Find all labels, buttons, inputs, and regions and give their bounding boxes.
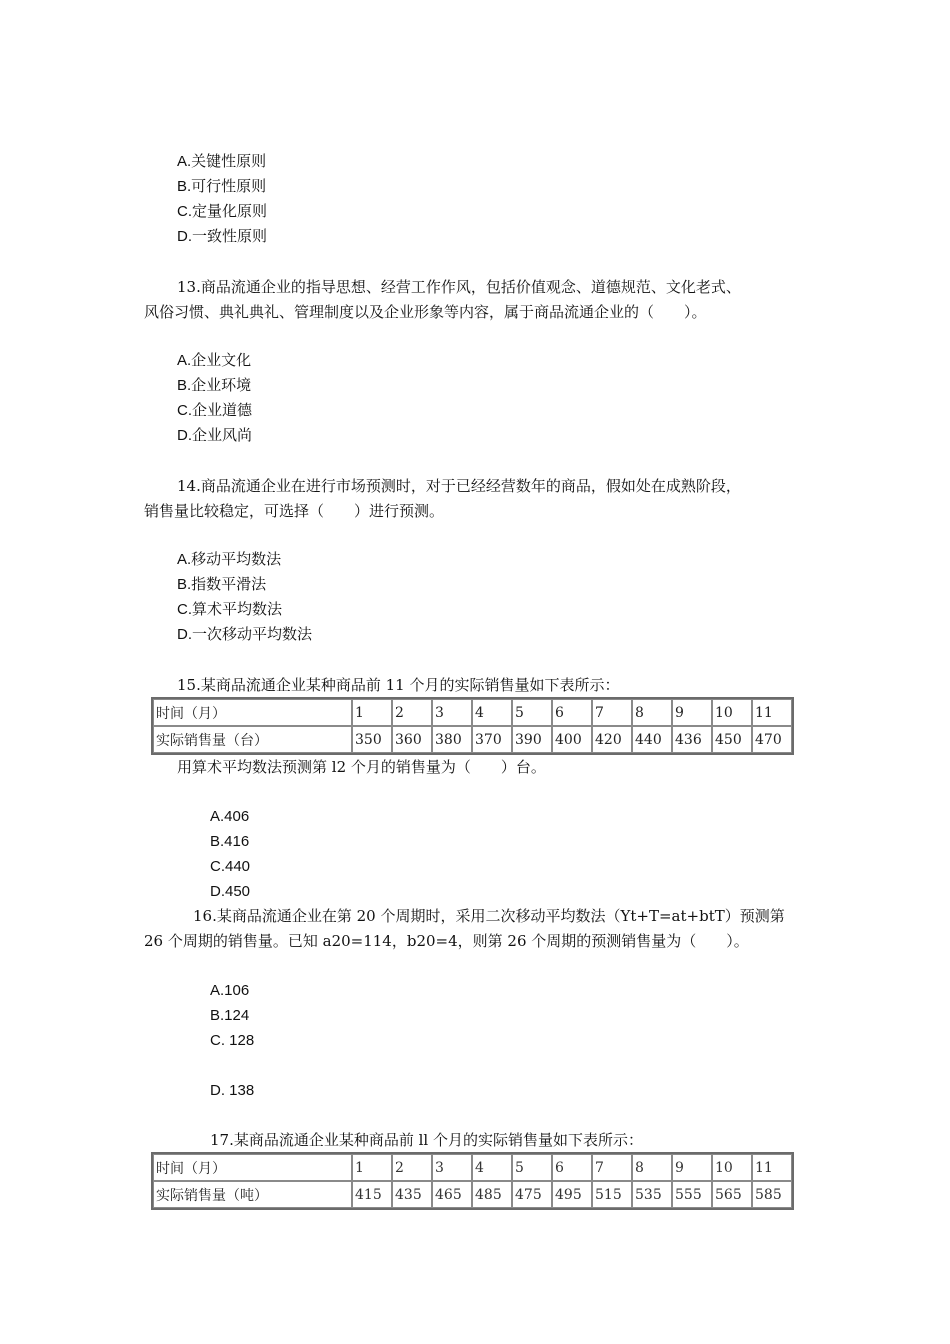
sales-table-15 bbox=[151, 697, 794, 755]
question-15-text: 用算术平均数法预测第 l2 个月的销售量为（ ）台。 bbox=[177, 758, 546, 776]
option-b: B.416 bbox=[210, 833, 250, 850]
option-c: C.定量化原则 bbox=[177, 203, 268, 220]
table-cell: 555 bbox=[672, 1181, 712, 1208]
option-c: C.算术平均数法 bbox=[177, 601, 283, 618]
option-a: A.106 bbox=[210, 982, 250, 999]
table-header-cell: 时间（月） bbox=[153, 699, 352, 726]
option-d: D.一致性原则 bbox=[177, 228, 268, 245]
option-b: B.企业环境 bbox=[177, 377, 252, 394]
option-a: A.406 bbox=[210, 808, 250, 825]
question-14-line-2: 销售量比较稳定，可选择（ ）进行预测。 bbox=[144, 502, 445, 520]
table-cell: 4 bbox=[472, 1154, 512, 1181]
table-cell: 9 bbox=[672, 699, 712, 726]
question-16-line-1: 16.某商品流通企业在第 20 个周期时，采用二次移动平均数法（Yt+T=at+btT）预测第 bbox=[193, 907, 785, 925]
table-header-cell: 实际销售量（吨） bbox=[153, 1181, 352, 1208]
option-d: D.一次移动平均数法 bbox=[177, 626, 313, 643]
table-cell: 450 bbox=[712, 726, 752, 753]
question-16-line-2: 26 个周期的销售量。已知 a20=114，b20=4，则第 26 个周期的预测销售量为（ ）。 bbox=[144, 932, 749, 950]
table-cell: 485 bbox=[472, 1181, 512, 1208]
table-cell: 400 bbox=[552, 726, 592, 753]
question-15-intro: 15.某商品流通企业某种商品前 11 个月的实际销售量如下表所示： bbox=[177, 676, 620, 694]
option-d: D.450 bbox=[210, 883, 251, 900]
table-cell: 440 bbox=[632, 726, 672, 753]
table-cell: 465 bbox=[432, 1181, 472, 1208]
table-cell: 8 bbox=[632, 1154, 672, 1181]
table-cell: 495 bbox=[552, 1181, 592, 1208]
table-header-cell: 时间（月） bbox=[153, 1154, 352, 1181]
option-b: B.124 bbox=[210, 1007, 250, 1024]
option-c: C.企业道德 bbox=[177, 402, 253, 419]
table-cell: 435 bbox=[392, 1181, 432, 1208]
table-row bbox=[153, 699, 792, 726]
table-cell: 535 bbox=[632, 1181, 672, 1208]
option-d: D.企业风尚 bbox=[177, 427, 253, 444]
sales-table-17 bbox=[151, 1152, 794, 1210]
option-a: A.企业文化 bbox=[177, 352, 252, 369]
option-b: B.指数平滑法 bbox=[177, 576, 267, 593]
table-header-cell: 实际销售量（台） bbox=[153, 726, 352, 753]
table-cell: 415 bbox=[352, 1181, 392, 1208]
table-cell: 5 bbox=[512, 699, 552, 726]
table-cell: 350 bbox=[352, 726, 392, 753]
table-cell: 10 bbox=[712, 1154, 752, 1181]
table-cell: 585 bbox=[752, 1181, 792, 1208]
table-cell: 2 bbox=[392, 1154, 432, 1181]
option-b: B.可行性原则 bbox=[177, 178, 267, 195]
table-cell: 360 bbox=[392, 726, 432, 753]
table-cell: 2 bbox=[392, 699, 432, 726]
table-cell: 370 bbox=[472, 726, 512, 753]
table-cell: 470 bbox=[752, 726, 792, 753]
table-cell: 8 bbox=[632, 699, 672, 726]
table-row bbox=[153, 726, 792, 753]
option-d: D. 138 bbox=[210, 1082, 255, 1099]
table-row bbox=[153, 1181, 792, 1208]
table-cell: 4 bbox=[472, 699, 512, 726]
question-13-line-1: 13.商品流通企业的指导思想、经营工作作风，包括价值观念、道德规范、文化老式、 bbox=[177, 278, 741, 296]
table-row bbox=[153, 1154, 792, 1181]
table-cell: 436 bbox=[672, 726, 712, 753]
table-cell: 7 bbox=[592, 699, 632, 726]
table-cell: 1 bbox=[352, 1154, 392, 1181]
table-cell: 6 bbox=[552, 1154, 592, 1181]
option-c: C. 128 bbox=[210, 1032, 255, 1049]
option-a: A.移动平均数法 bbox=[177, 551, 282, 568]
table-cell: 1 bbox=[352, 699, 392, 726]
table-cell: 565 bbox=[712, 1181, 752, 1208]
table-cell: 420 bbox=[592, 726, 632, 753]
table-cell: 11 bbox=[752, 1154, 792, 1181]
question-14-line-1: 14.商品流通企业在进行市场预测时，对于已经经营数年的商品，假如处在成熟阶段， bbox=[177, 477, 741, 495]
option-c: C.440 bbox=[210, 858, 251, 875]
table-cell: 9 bbox=[672, 1154, 712, 1181]
table-cell: 3 bbox=[432, 1154, 472, 1181]
table-cell: 10 bbox=[712, 699, 752, 726]
option-a: A.关键性原则 bbox=[177, 153, 267, 170]
table-cell: 475 bbox=[512, 1181, 552, 1208]
table-cell: 515 bbox=[592, 1181, 632, 1208]
question-13-line-2: 风俗习惯、典礼典礼、管理制度以及企业形象等内容，属于商品流通企业的（ ）。 bbox=[144, 303, 707, 321]
table-cell: 3 bbox=[432, 699, 472, 726]
table-cell: 390 bbox=[512, 726, 552, 753]
question-17-intro: 17.某商品流通企业某种商品前 ll 个月的实际销售量如下表所示： bbox=[210, 1131, 643, 1149]
table-cell: 7 bbox=[592, 1154, 632, 1181]
table-cell: 6 bbox=[552, 699, 592, 726]
table-cell: 5 bbox=[512, 1154, 552, 1181]
table-cell: 380 bbox=[432, 726, 472, 753]
table-cell: 11 bbox=[752, 699, 792, 726]
